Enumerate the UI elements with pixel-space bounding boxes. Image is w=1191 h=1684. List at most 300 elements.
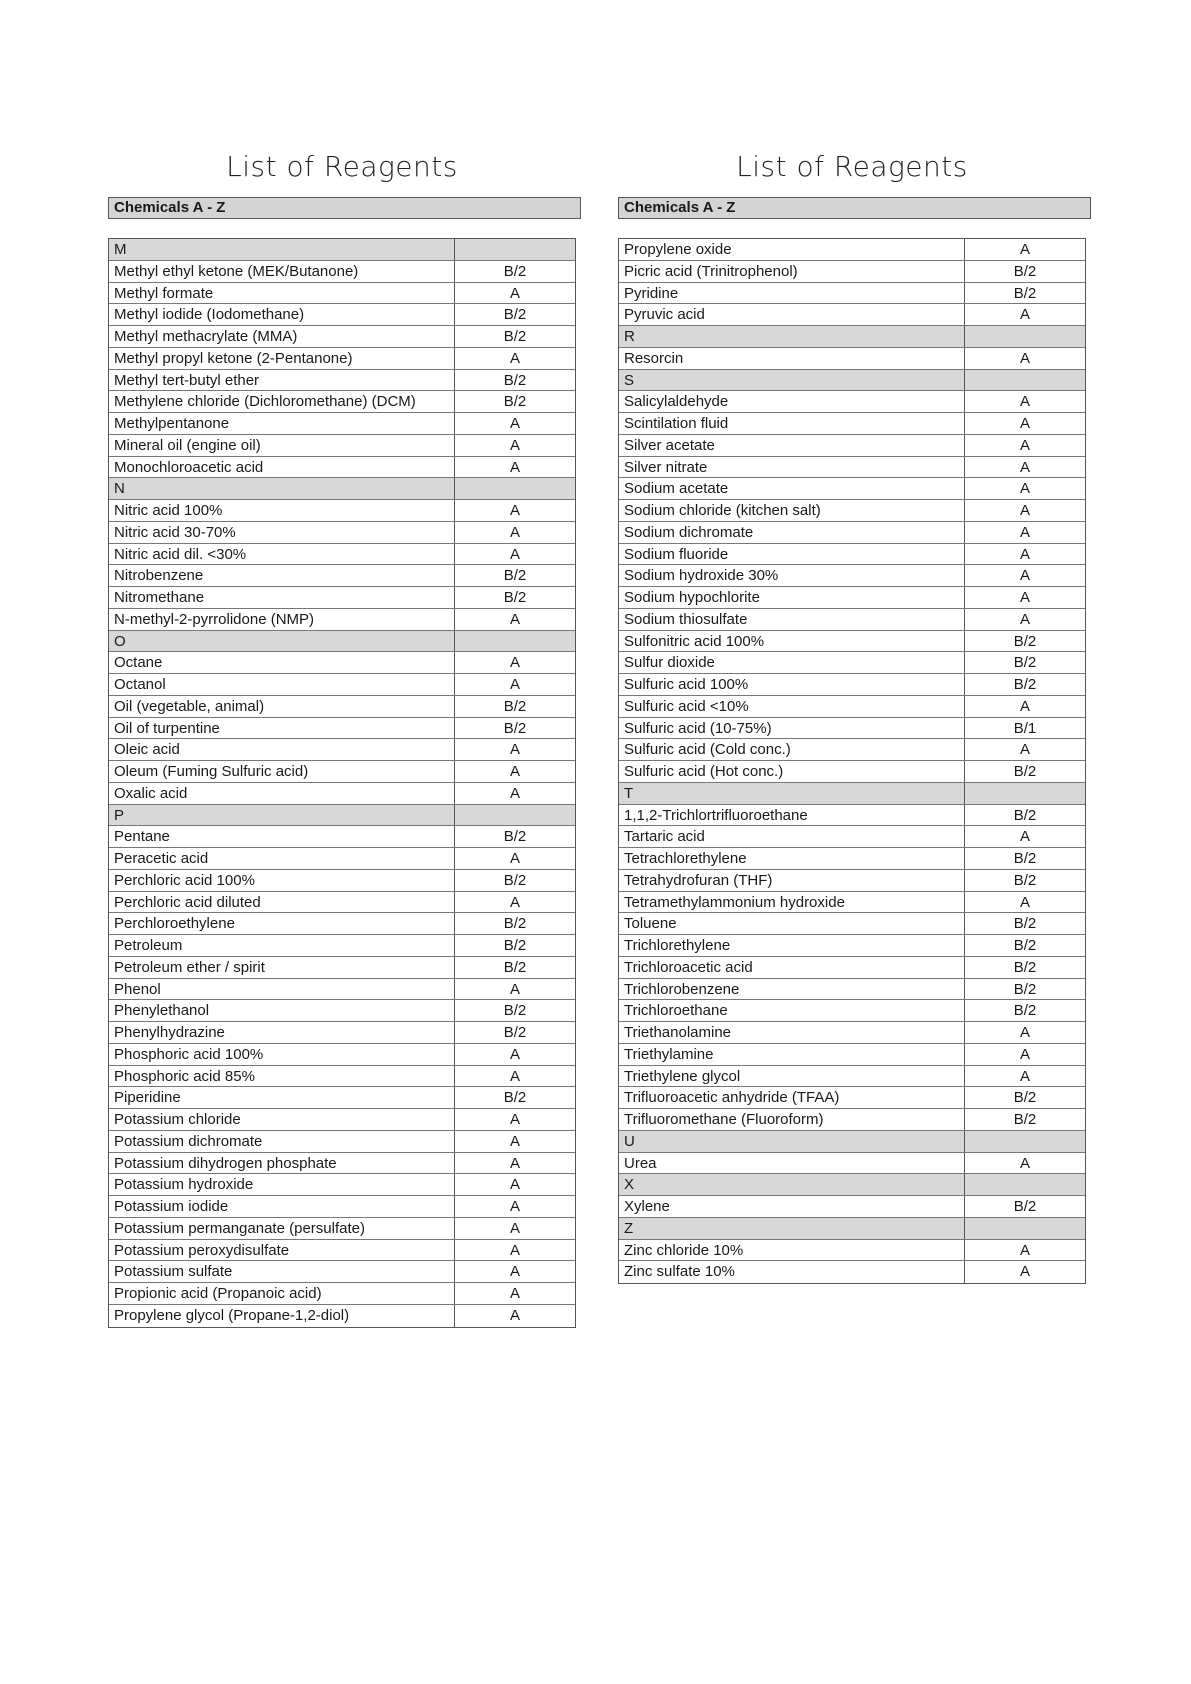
resistance-rating: A xyxy=(1019,1024,1030,1041)
table-row xyxy=(619,457,1085,479)
table-row xyxy=(619,261,1085,283)
chemical-name: Triethylene glycol xyxy=(619,1066,965,1087)
resistance-rating: B/2 xyxy=(503,371,527,389)
table-row xyxy=(619,826,1085,848)
table-row xyxy=(109,435,575,457)
chemical-name: Phenol xyxy=(109,979,455,1000)
chemical-name: Petroleum xyxy=(109,935,455,956)
table-row xyxy=(109,892,575,914)
reagents-table xyxy=(618,238,1086,1284)
table-row xyxy=(109,870,575,892)
section-header xyxy=(618,197,1091,219)
resistance-rating: A xyxy=(1019,458,1030,476)
resistance-rating: B/2 xyxy=(503,1089,527,1107)
table-row xyxy=(619,848,1085,870)
table-row xyxy=(109,261,575,283)
table-row xyxy=(109,1000,575,1022)
resistance-rating: A xyxy=(1019,567,1030,585)
resistance-rating: B/2 xyxy=(503,328,527,345)
chemical-name: Phosphoric acid 85% xyxy=(109,1066,455,1087)
resistance-rating: A xyxy=(509,1285,520,1302)
resistance-rating: B/2 xyxy=(1013,676,1037,693)
chemical-name: Silver acetate xyxy=(619,435,965,456)
chemical-name: Xylene xyxy=(619,1196,965,1217)
chemical-name: Trichlorethylene xyxy=(619,935,965,956)
table-row xyxy=(109,1305,575,1327)
table-row xyxy=(619,979,1085,1001)
table-row xyxy=(109,348,575,370)
chemical-name: Perchloric acid diluted xyxy=(109,892,455,913)
resistance-rating: B/2 xyxy=(503,958,527,976)
resistance-rating: A xyxy=(1019,393,1030,411)
resistance-rating: B/2 xyxy=(1013,1198,1037,1215)
table-row xyxy=(619,587,1085,609)
chemical-name: Pyruvic acid xyxy=(619,304,965,325)
table-row xyxy=(109,500,575,522)
resistance-rating: B/2 xyxy=(503,589,527,606)
table-row xyxy=(619,1109,1085,1131)
letter-group-label: P xyxy=(109,805,455,826)
chemical-name: Sulfuric acid <10% xyxy=(619,696,965,717)
chemical-name: Methyl methacrylate (MMA) xyxy=(109,326,455,347)
chemical-name: Sodium dichromate xyxy=(619,522,965,543)
resistance-rating: A xyxy=(509,763,520,780)
page-title: List of Reagents xyxy=(736,150,968,183)
resistance-rating: A xyxy=(1019,241,1030,258)
resistance-rating: A xyxy=(1019,1154,1030,1172)
table-row xyxy=(109,1022,575,1044)
section-header xyxy=(108,197,581,219)
chemical-name: Trichlorobenzene xyxy=(619,979,965,1000)
resistance-rating: B/2 xyxy=(1013,632,1037,650)
section-header-label: Chemicals A - Z xyxy=(114,199,226,216)
chemical-name: Potassium iodide xyxy=(109,1196,455,1217)
chemical-name: Potassium chloride xyxy=(109,1109,455,1130)
resistance-rating xyxy=(965,1131,1085,1152)
table-row xyxy=(619,805,1085,827)
chemical-name: Potassium peroxydisulfate xyxy=(109,1240,455,1261)
resistance-rating: A xyxy=(1019,502,1030,519)
resistance-rating xyxy=(455,478,575,499)
chemical-name: Methyl propyl ketone (2-Pentanone) xyxy=(109,348,455,369)
table-row xyxy=(619,935,1085,957)
table-row xyxy=(109,848,575,870)
resistance-rating: B/2 xyxy=(1013,284,1037,302)
chemical-name: Sulfuric acid 100% xyxy=(619,674,965,695)
resistance-rating: B/2 xyxy=(1013,806,1037,824)
chemical-name: Tartaric acid xyxy=(619,826,965,847)
resistance-rating: B/2 xyxy=(1013,763,1037,780)
table-row xyxy=(109,1131,575,1153)
resistance-rating: B/2 xyxy=(1013,958,1037,976)
chemical-name: Methyl ethyl ketone (MEK/Butanone) xyxy=(109,261,455,282)
table-row xyxy=(619,631,1085,653)
resistance-rating: A xyxy=(509,741,520,759)
table-row xyxy=(109,1044,575,1066)
resistance-rating: B/2 xyxy=(1013,937,1037,954)
table-row xyxy=(109,326,575,348)
chemical-name: Piperidine xyxy=(109,1087,455,1108)
resistance-rating: A xyxy=(509,1219,520,1237)
resistance-rating: B/2 xyxy=(503,828,527,846)
chemical-name: Sodium hypochlorite xyxy=(619,587,965,608)
resistance-rating: A xyxy=(509,1045,520,1063)
table-row xyxy=(619,500,1085,522)
resistance-rating: A xyxy=(509,1241,520,1259)
table-row xyxy=(109,304,575,326)
resistance-rating: B/2 xyxy=(503,393,527,411)
resistance-rating: B/2 xyxy=(503,567,527,585)
resistance-rating: A xyxy=(509,545,520,563)
chemical-name: Petroleum ether / spirit xyxy=(109,957,455,978)
resistance-rating: B/2 xyxy=(1013,915,1037,933)
chemical-name: Nitric acid dil. <30% xyxy=(109,544,455,565)
table-row xyxy=(109,957,575,979)
resistance-rating: B/2 xyxy=(1013,850,1037,867)
table-row xyxy=(619,1044,1085,1066)
chemical-name: Zinc chloride 10% xyxy=(619,1240,965,1261)
table-row xyxy=(619,892,1085,914)
resistance-rating: A xyxy=(509,1132,520,1150)
resistance-rating xyxy=(455,631,575,652)
letter-group-label: T xyxy=(619,783,965,804)
resistance-rating: A xyxy=(1019,893,1030,911)
chemical-name: Trifluoroacetic anhydride (TFAA) xyxy=(619,1087,965,1108)
chemical-name: Propylene oxide xyxy=(619,239,965,260)
chemical-name: Phenylhydrazine xyxy=(109,1022,455,1043)
letter-group-row xyxy=(619,783,1085,805)
table-row xyxy=(109,826,575,848)
resistance-rating: A xyxy=(1019,523,1030,541)
letter-group-row xyxy=(619,326,1085,348)
resistance-rating: B/2 xyxy=(1013,1111,1037,1128)
table-row xyxy=(619,413,1085,435)
chemical-name: Picric acid (Trinitrophenol) xyxy=(619,261,965,282)
page-title: List of Reagents xyxy=(226,150,458,183)
resistance-rating: A xyxy=(1019,610,1030,628)
table-row xyxy=(619,1196,1085,1218)
resistance-rating: B/2 xyxy=(503,937,527,954)
resistance-rating: A xyxy=(509,676,520,693)
resistance-rating: A xyxy=(1019,1045,1030,1063)
chemical-name: Sulfonitric acid 100% xyxy=(619,631,965,652)
resistance-rating xyxy=(455,805,575,826)
chemical-name: Propylene glycol (Propane-1,2-diol) xyxy=(109,1305,455,1327)
chemical-name: Propionic acid (Propanoic acid) xyxy=(109,1283,455,1304)
chemical-name: Nitric acid 30-70% xyxy=(109,522,455,543)
chemical-name: Sodium acetate xyxy=(619,478,965,499)
resistance-rating: A xyxy=(509,284,520,302)
chemical-name: Trichloroethane xyxy=(619,1000,965,1021)
letter-group-row xyxy=(619,1131,1085,1153)
chemical-name: Sulfuric acid (10-75%) xyxy=(619,718,965,739)
table-row xyxy=(619,739,1085,761)
chemical-name: Perchloric acid 100% xyxy=(109,870,455,891)
letter-group-label: O xyxy=(109,631,455,652)
table-row xyxy=(619,348,1085,370)
chemical-name: Sodium fluoride xyxy=(619,544,965,565)
table-row xyxy=(619,1000,1085,1022)
table-row xyxy=(109,609,575,631)
table-row xyxy=(619,239,1085,261)
table-row xyxy=(109,1153,575,1175)
table-row xyxy=(619,761,1085,783)
table-row xyxy=(109,1109,575,1131)
table-row xyxy=(109,739,575,761)
resistance-rating: B/2 xyxy=(503,915,527,933)
resistance-rating: A xyxy=(509,1111,520,1128)
chemical-name: Resorcin xyxy=(619,348,965,369)
chemical-name: Zinc sulfate 10% xyxy=(619,1261,965,1283)
resistance-rating: B/2 xyxy=(503,1002,527,1020)
table-row xyxy=(619,1022,1085,1044)
letter-group-label: R xyxy=(619,326,965,347)
resistance-rating: A xyxy=(1019,349,1030,367)
table-row xyxy=(109,718,575,740)
chemical-name: Perchloroethylene xyxy=(109,913,455,934)
table-row xyxy=(109,1261,575,1283)
section-header-label: Chemicals A - Z xyxy=(624,199,736,216)
chemical-name: Sodium chloride (kitchen salt) xyxy=(619,500,965,521)
table-row xyxy=(619,913,1085,935)
resistance-rating: A xyxy=(509,1067,520,1085)
chemical-name: Pentane xyxy=(109,826,455,847)
chemical-name: Toluene xyxy=(619,913,965,934)
table-row xyxy=(109,1066,575,1088)
table-row xyxy=(109,935,575,957)
chemical-name: Sulfuric acid (Hot conc.) xyxy=(619,761,965,782)
resistance-rating: A xyxy=(1019,306,1030,324)
table-row xyxy=(619,544,1085,566)
table-row xyxy=(109,391,575,413)
resistance-rating: A xyxy=(509,1154,520,1172)
resistance-rating: A xyxy=(509,980,520,998)
resistance-rating: A xyxy=(509,784,520,802)
resistance-rating: B/2 xyxy=(1013,654,1037,672)
letter-group-label: X xyxy=(619,1174,965,1195)
resistance-rating: B/1 xyxy=(1013,719,1037,737)
resistance-rating: A xyxy=(509,654,520,672)
resistance-rating: B/2 xyxy=(1013,871,1037,889)
resistance-rating: A xyxy=(509,458,520,476)
resistance-rating xyxy=(965,1218,1085,1239)
table-row xyxy=(109,652,575,674)
resistance-rating: B/2 xyxy=(1013,1002,1037,1020)
reagents-table xyxy=(108,238,576,1328)
letter-group-row xyxy=(109,631,575,653)
resistance-rating: A xyxy=(1019,415,1030,432)
resistance-rating: B/2 xyxy=(503,871,527,889)
table-row xyxy=(619,1087,1085,1109)
table-row xyxy=(109,457,575,479)
table-row xyxy=(619,391,1085,413)
table-row xyxy=(109,587,575,609)
chemical-name: Potassium permanganate (persulfate) xyxy=(109,1218,455,1239)
chemical-name: Sodium hydroxide 30% xyxy=(619,565,965,586)
resistance-rating: A xyxy=(509,1198,520,1215)
table-row xyxy=(109,1283,575,1305)
resistance-rating: B/2 xyxy=(503,262,527,280)
table-row xyxy=(619,1066,1085,1088)
table-row xyxy=(619,957,1085,979)
chemical-name: Potassium hydroxide xyxy=(109,1174,455,1195)
table-row xyxy=(109,1240,575,1262)
resistance-rating: A xyxy=(1019,1067,1030,1085)
chemical-name: Monochloroacetic acid xyxy=(109,457,455,478)
resistance-rating: A xyxy=(509,502,520,519)
table-row xyxy=(619,1240,1085,1262)
table-row xyxy=(109,913,575,935)
resistance-rating: B/2 xyxy=(1013,1089,1037,1107)
chemical-name: Methylpentanone xyxy=(109,413,455,434)
table-row xyxy=(109,370,575,392)
letter-group-label: M xyxy=(109,239,455,260)
resistance-rating: A xyxy=(1019,741,1030,759)
resistance-rating: A xyxy=(1019,545,1030,563)
resistance-rating: A xyxy=(509,436,520,454)
table-row xyxy=(109,979,575,1001)
table-row xyxy=(109,522,575,544)
resistance-rating xyxy=(965,1174,1085,1195)
table-row xyxy=(109,783,575,805)
chemical-name: Trifluoromethane (Fluoroform) xyxy=(619,1109,965,1130)
table-row xyxy=(619,652,1085,674)
chemical-name: Potassium sulfate xyxy=(109,1261,455,1282)
chemical-name: Octanol xyxy=(109,674,455,695)
resistance-rating: A xyxy=(509,349,520,367)
chemical-name: Mineral oil (engine oil) xyxy=(109,435,455,456)
chemical-name: Potassium dihydrogen phosphate xyxy=(109,1153,455,1174)
table-row xyxy=(109,413,575,435)
resistance-rating: A xyxy=(509,1176,520,1194)
chemical-name: Oleum (Fuming Sulfuric acid) xyxy=(109,761,455,782)
table-row xyxy=(109,1196,575,1218)
letter-group-row xyxy=(619,1218,1085,1240)
chemical-name: Nitrobenzene xyxy=(109,565,455,586)
resistance-rating: A xyxy=(509,610,520,628)
table-row xyxy=(109,674,575,696)
table-row xyxy=(619,718,1085,740)
chemical-name: Salicylaldehyde xyxy=(619,391,965,412)
letter-group-label: N xyxy=(109,478,455,499)
resistance-rating: B/2 xyxy=(503,697,527,715)
resistance-rating: A xyxy=(509,893,520,911)
resistance-rating: B/2 xyxy=(503,306,527,324)
resistance-rating: A xyxy=(509,415,520,432)
letter-group-label: S xyxy=(619,370,965,391)
chemical-name: Oleic acid xyxy=(109,739,455,760)
letter-group-row xyxy=(109,478,575,500)
chemical-name: Trichloroacetic acid xyxy=(619,957,965,978)
table-row xyxy=(619,565,1085,587)
resistance-rating: A xyxy=(1019,828,1030,846)
table-row xyxy=(109,1218,575,1240)
resistance-rating xyxy=(965,326,1085,347)
table-row xyxy=(619,609,1085,631)
chemical-name: Potassium dichromate xyxy=(109,1131,455,1152)
chemical-name: Methyl iodide (Iodomethane) xyxy=(109,304,455,325)
chemical-name: Sodium thiosulfate xyxy=(619,609,965,630)
resistance-rating xyxy=(965,370,1085,391)
chemical-name: Oxalic acid xyxy=(109,783,455,804)
resistance-rating: A xyxy=(509,523,520,541)
resistance-rating: A xyxy=(1019,1263,1030,1281)
chemical-name: Methylene chloride (Dichloromethane) (DCM) xyxy=(109,391,455,412)
resistance-rating: A xyxy=(509,1263,520,1281)
chemical-name: Oil of turpentine xyxy=(109,718,455,739)
table-row xyxy=(619,696,1085,718)
table-row xyxy=(109,1174,575,1196)
table-row xyxy=(109,1087,575,1109)
resistance-rating: A xyxy=(1019,1241,1030,1259)
table-row xyxy=(109,283,575,305)
chemical-name: Urea xyxy=(619,1153,965,1174)
letter-group-label: U xyxy=(619,1131,965,1152)
chemical-name: 1,1,2-Trichlortrifluoroethane xyxy=(619,805,965,826)
letter-group-row xyxy=(619,1174,1085,1196)
chemical-name: Triethylamine xyxy=(619,1044,965,1065)
table-row xyxy=(109,761,575,783)
table-row xyxy=(619,283,1085,305)
table-row xyxy=(619,674,1085,696)
table-row xyxy=(109,696,575,718)
letter-group-row xyxy=(109,239,575,261)
resistance-rating: A xyxy=(1019,589,1030,606)
chemical-name: Phenylethanol xyxy=(109,1000,455,1021)
table-row xyxy=(619,1261,1085,1283)
chemical-name: Tetrachlorethylene xyxy=(619,848,965,869)
chemical-name: Tetrahydrofuran (THF) xyxy=(619,870,965,891)
resistance-rating xyxy=(455,239,575,260)
table-row xyxy=(619,304,1085,326)
table-row xyxy=(109,544,575,566)
chemical-name: Sulfur dioxide xyxy=(619,652,965,673)
resistance-rating: A xyxy=(509,1306,520,1324)
chemical-name: Scintilation fluid xyxy=(619,413,965,434)
chemical-name: Nitric acid 100% xyxy=(109,500,455,521)
chemical-name: Oil (vegetable, animal) xyxy=(109,696,455,717)
chemical-name: Tetramethylammonium hydroxide xyxy=(619,892,965,913)
chemical-name: Methyl formate xyxy=(109,283,455,304)
resistance-rating: B/2 xyxy=(503,719,527,737)
resistance-rating: B/2 xyxy=(503,1024,527,1041)
chemical-name: Triethanolamine xyxy=(619,1022,965,1043)
table-row xyxy=(619,870,1085,892)
chemical-name: Sulfuric acid (Cold conc.) xyxy=(619,739,965,760)
resistance-rating: B/2 xyxy=(1013,980,1037,998)
resistance-rating: A xyxy=(1019,697,1030,715)
letter-group-label: Z xyxy=(619,1218,965,1239)
chemical-name: Phosphoric acid 100% xyxy=(109,1044,455,1065)
chemical-name: Methyl tert-butyl ether xyxy=(109,370,455,391)
letter-group-row xyxy=(619,370,1085,392)
table-row xyxy=(619,478,1085,500)
chemical-name: Silver nitrate xyxy=(619,457,965,478)
table-row xyxy=(619,435,1085,457)
chemical-name: Octane xyxy=(109,652,455,673)
table-row xyxy=(109,565,575,587)
resistance-rating xyxy=(965,783,1085,804)
table-row xyxy=(619,1153,1085,1175)
resistance-rating: A xyxy=(509,850,520,867)
table-row xyxy=(619,522,1085,544)
chemical-name: N-methyl-2-pyrrolidone (NMP) xyxy=(109,609,455,630)
chemical-name: Pyridine xyxy=(619,283,965,304)
resistance-rating: B/2 xyxy=(1013,262,1037,280)
resistance-rating: A xyxy=(1019,436,1030,454)
letter-group-row xyxy=(109,805,575,827)
resistance-rating: A xyxy=(1019,480,1030,498)
